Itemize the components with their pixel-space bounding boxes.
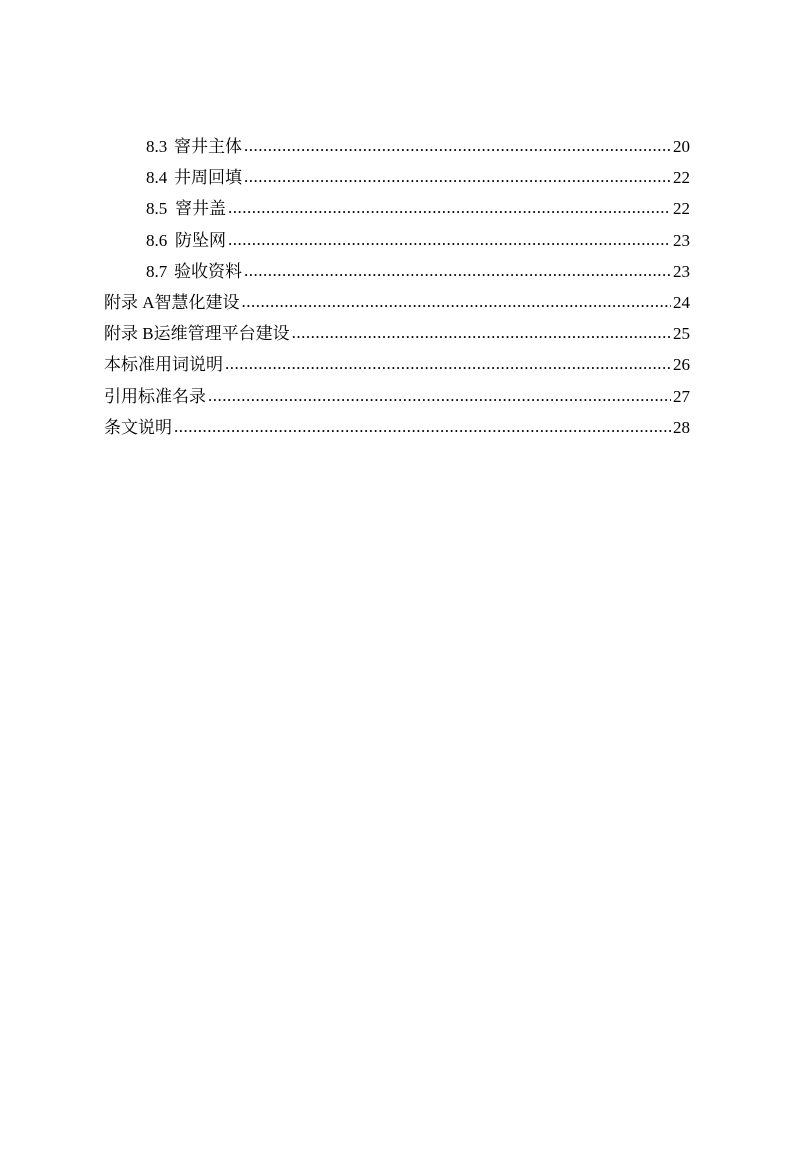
toc-entry-title: 引用标准名录 — [104, 386, 206, 406]
toc-entry-number: 8.3 — [146, 137, 168, 156]
toc-entry-8-7[interactable] — [104, 256, 690, 287]
toc-entry-number: 附录 B — [104, 324, 154, 344]
toc-entry-appendix-b[interactable] — [104, 318, 690, 349]
table-of-contents — [104, 131, 690, 443]
toc-entry-title: 防坠网 — [175, 230, 227, 250]
toc-entry-page: 23 — [673, 230, 690, 250]
toc-entry-terms-explanation[interactable] — [104, 349, 690, 380]
toc-entry-page: 22 — [673, 168, 690, 188]
toc-entry-page: 26 — [673, 355, 690, 375]
toc-dot-leader — [242, 286, 671, 317]
toc-entry-page: 25 — [673, 324, 690, 344]
toc-entry-title: 本标准用词说明 — [104, 355, 223, 375]
toc-entry-title: 窨井盖 — [175, 199, 227, 219]
toc-dot-leader — [244, 255, 671, 286]
toc-dot-leader — [208, 380, 671, 411]
toc-entry-title: 井周回填 — [173, 168, 242, 188]
toc-entry-number: 8.6 — [146, 230, 168, 250]
toc-entry-title: 窨井主体 — [173, 137, 242, 156]
toc-entry-page: 22 — [673, 199, 690, 219]
toc-entry-number: 8.7 — [146, 261, 168, 281]
toc-entry-number: 8.5 — [146, 199, 168, 219]
toc-entry-page: 28 — [673, 417, 690, 437]
toc-entry-8-5[interactable] — [104, 193, 690, 224]
toc-entry-number: 附录 A — [104, 292, 155, 312]
toc-entry-title: 运维管理平台建设 — [153, 324, 290, 344]
toc-entry-page: 23 — [673, 261, 690, 281]
toc-entry-appendix-a[interactable] — [104, 287, 690, 318]
toc-dot-leader — [292, 317, 671, 348]
toc-entry-page: 24 — [673, 292, 690, 312]
toc-entry-title: 智慧化建设 — [154, 292, 240, 312]
toc-entry-8-3[interactable] — [104, 131, 690, 162]
toc-entry-title: 条文说明 — [104, 417, 172, 437]
toc-entry-number: 8.4 — [146, 168, 168, 188]
toc-entry-page: 20 — [673, 137, 690, 156]
toc-entry-title: 验收资料 — [173, 261, 242, 281]
toc-dot-leader — [228, 192, 671, 223]
toc-dot-leader — [228, 224, 671, 255]
toc-entry-clause-explanation[interactable] — [104, 412, 690, 443]
toc-entry-page: 27 — [673, 386, 690, 406]
toc-dot-leader — [244, 130, 671, 161]
toc-dot-leader — [225, 348, 671, 379]
toc-dot-leader — [174, 411, 671, 442]
toc-entry-referenced-standards[interactable] — [104, 381, 690, 412]
toc-dot-leader — [244, 161, 671, 192]
toc-entry-8-4[interactable] — [104, 162, 690, 193]
toc-entry-8-6[interactable] — [104, 225, 690, 256]
